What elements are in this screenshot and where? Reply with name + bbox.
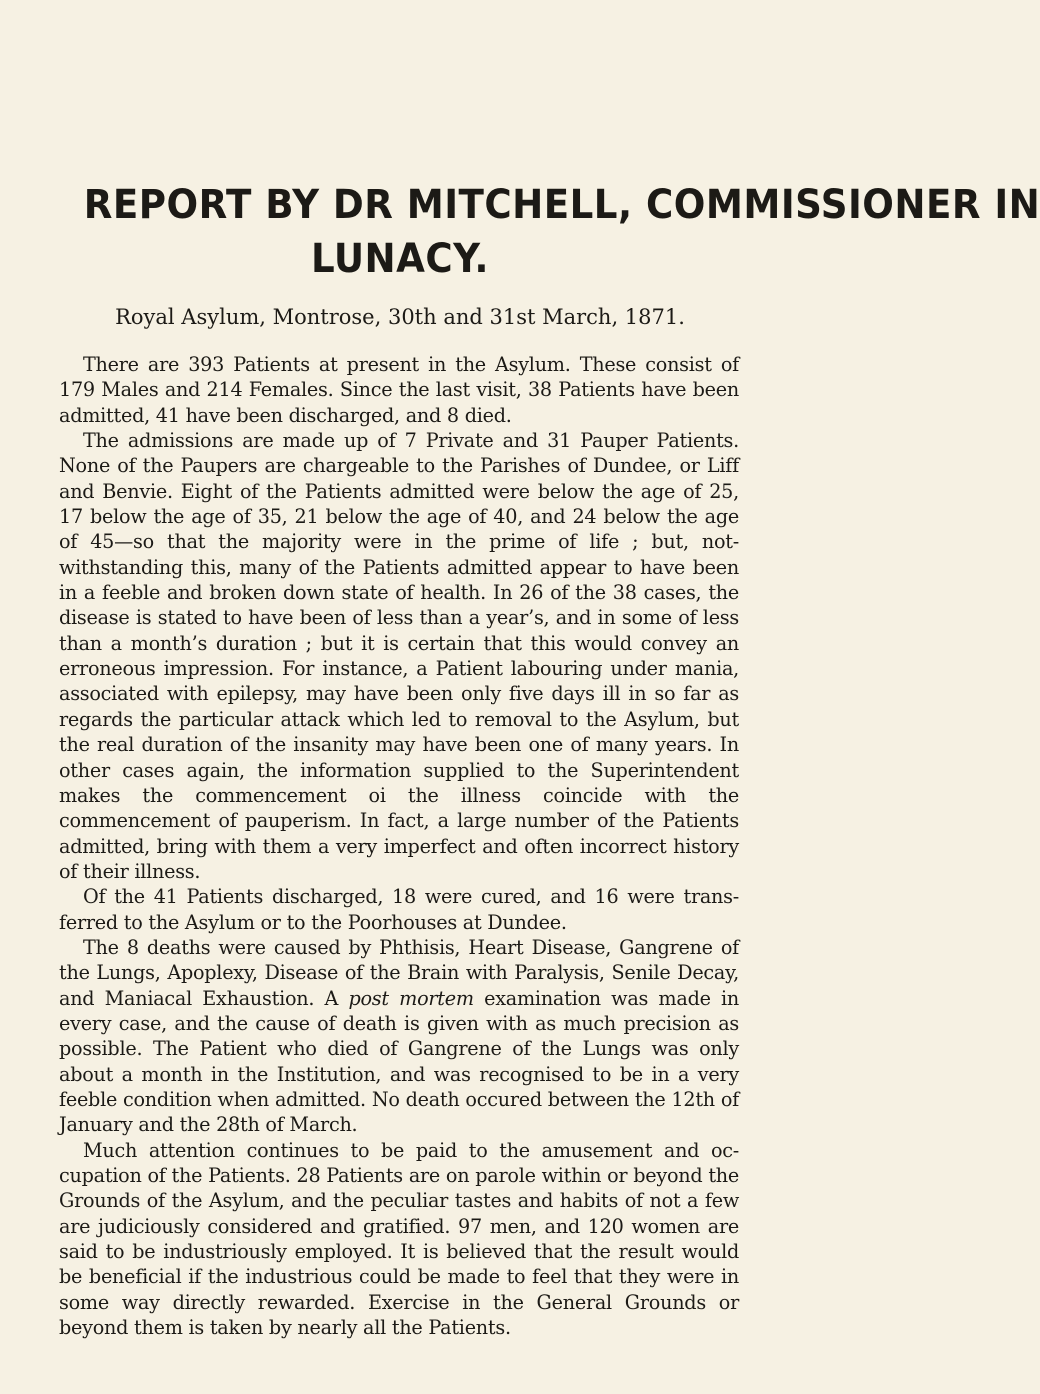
paragraph-patient-numbers: There are 393 Patients at present in the Asylum. These consist of 179 Males and 214 Females. Since the last visit, 38 Patients have been admitted, 41 have been discharged, and 8 died. [59,353,739,427]
deaths-text-end: examination was made in every case, and the cause of death is given with as much precision as possible. The Patient who died of Gangrene of the Lungs was only about a month in the Institution, and was recognised to be in a very feeble condition when admitted. No death occured between the 12th of January and the 28th of March. [59,986,740,1137]
paragraph-admissions: The admissions are made up of 7 Private and 31 Pauper Patients. None of the Paupers are chargeable to the Parishes of Dundee, or Liff and Benvie. Eight of the Patients admitted were below the age of 25, 17 below the age of 35, 21 below the age of 40, and 24 below the age of 45—so that the majority were in the prime of life ; but, not- withstanding this, many of the Patients admitted appear to have been in a feeble and broken down state of health. In 26 of the 38 cases, the disease is stated to have been of less than a year’s, and in some of less than a month’s duration ; but it is certain that this would convey an erroneous impression. For instance, a Patient labouring under mania, associated with epilepsy, may have been only five days ill in so far as regards the particular attack which led to removal to the Asylum, but the real duration of the insanity may have been one of many years. In other cases again, the information supplied to the Superintendent makes the commencement oi the illness coincide with the commencement of pauperism. In fact, a large number of the Patients admitted, bring with them a very imperfect and often incorrect history of their illness. [59,429,739,883]
deaths-text-start: The 8 deaths were caused by Phthisis, Heart Disease, Gangrene of the Lungs, Apoplexy, Disease of the Brain with Paralysis, Senile Decay, and Maniacal Exhaustion. A [59,935,739,1010]
dateline: Royal Asylum, Montrose, 30th and 31st March, 1871. [115,305,685,329]
paragraph-discharges: Of the 41 Patients discharged, 18 were cured, and 16 were trans- ferred to the Asylum or to the Poorhouses at Dundee. [59,885,739,934]
post-mortem-italic: post mortem [348,986,474,1010]
report-title-line-1: REPORT BY DR MITCHELL, COMMISSIONER IN [83,182,1040,228]
report-title-line-2: LUNACY. [311,236,489,282]
paragraph-deaths [59,935,739,1138]
report-body [59,352,739,1340]
paragraph-occupation: Much attention continues to be paid to the amusement and oc- cupation of the Patients. 28 Patients are on parole within or beyond the Grounds of the Asylum, and the peculiar tastes and habits of not a few are judiciously considered and gratified. 97 men, and 120 women are said to be industriously employed. It is believed that the result would be beneficial if the industrious could be made to feel that they were in some way directly rewarded. Exercise in the General Grounds or beyond them is taken by nearly all the Patients. [59,1138,739,1340]
